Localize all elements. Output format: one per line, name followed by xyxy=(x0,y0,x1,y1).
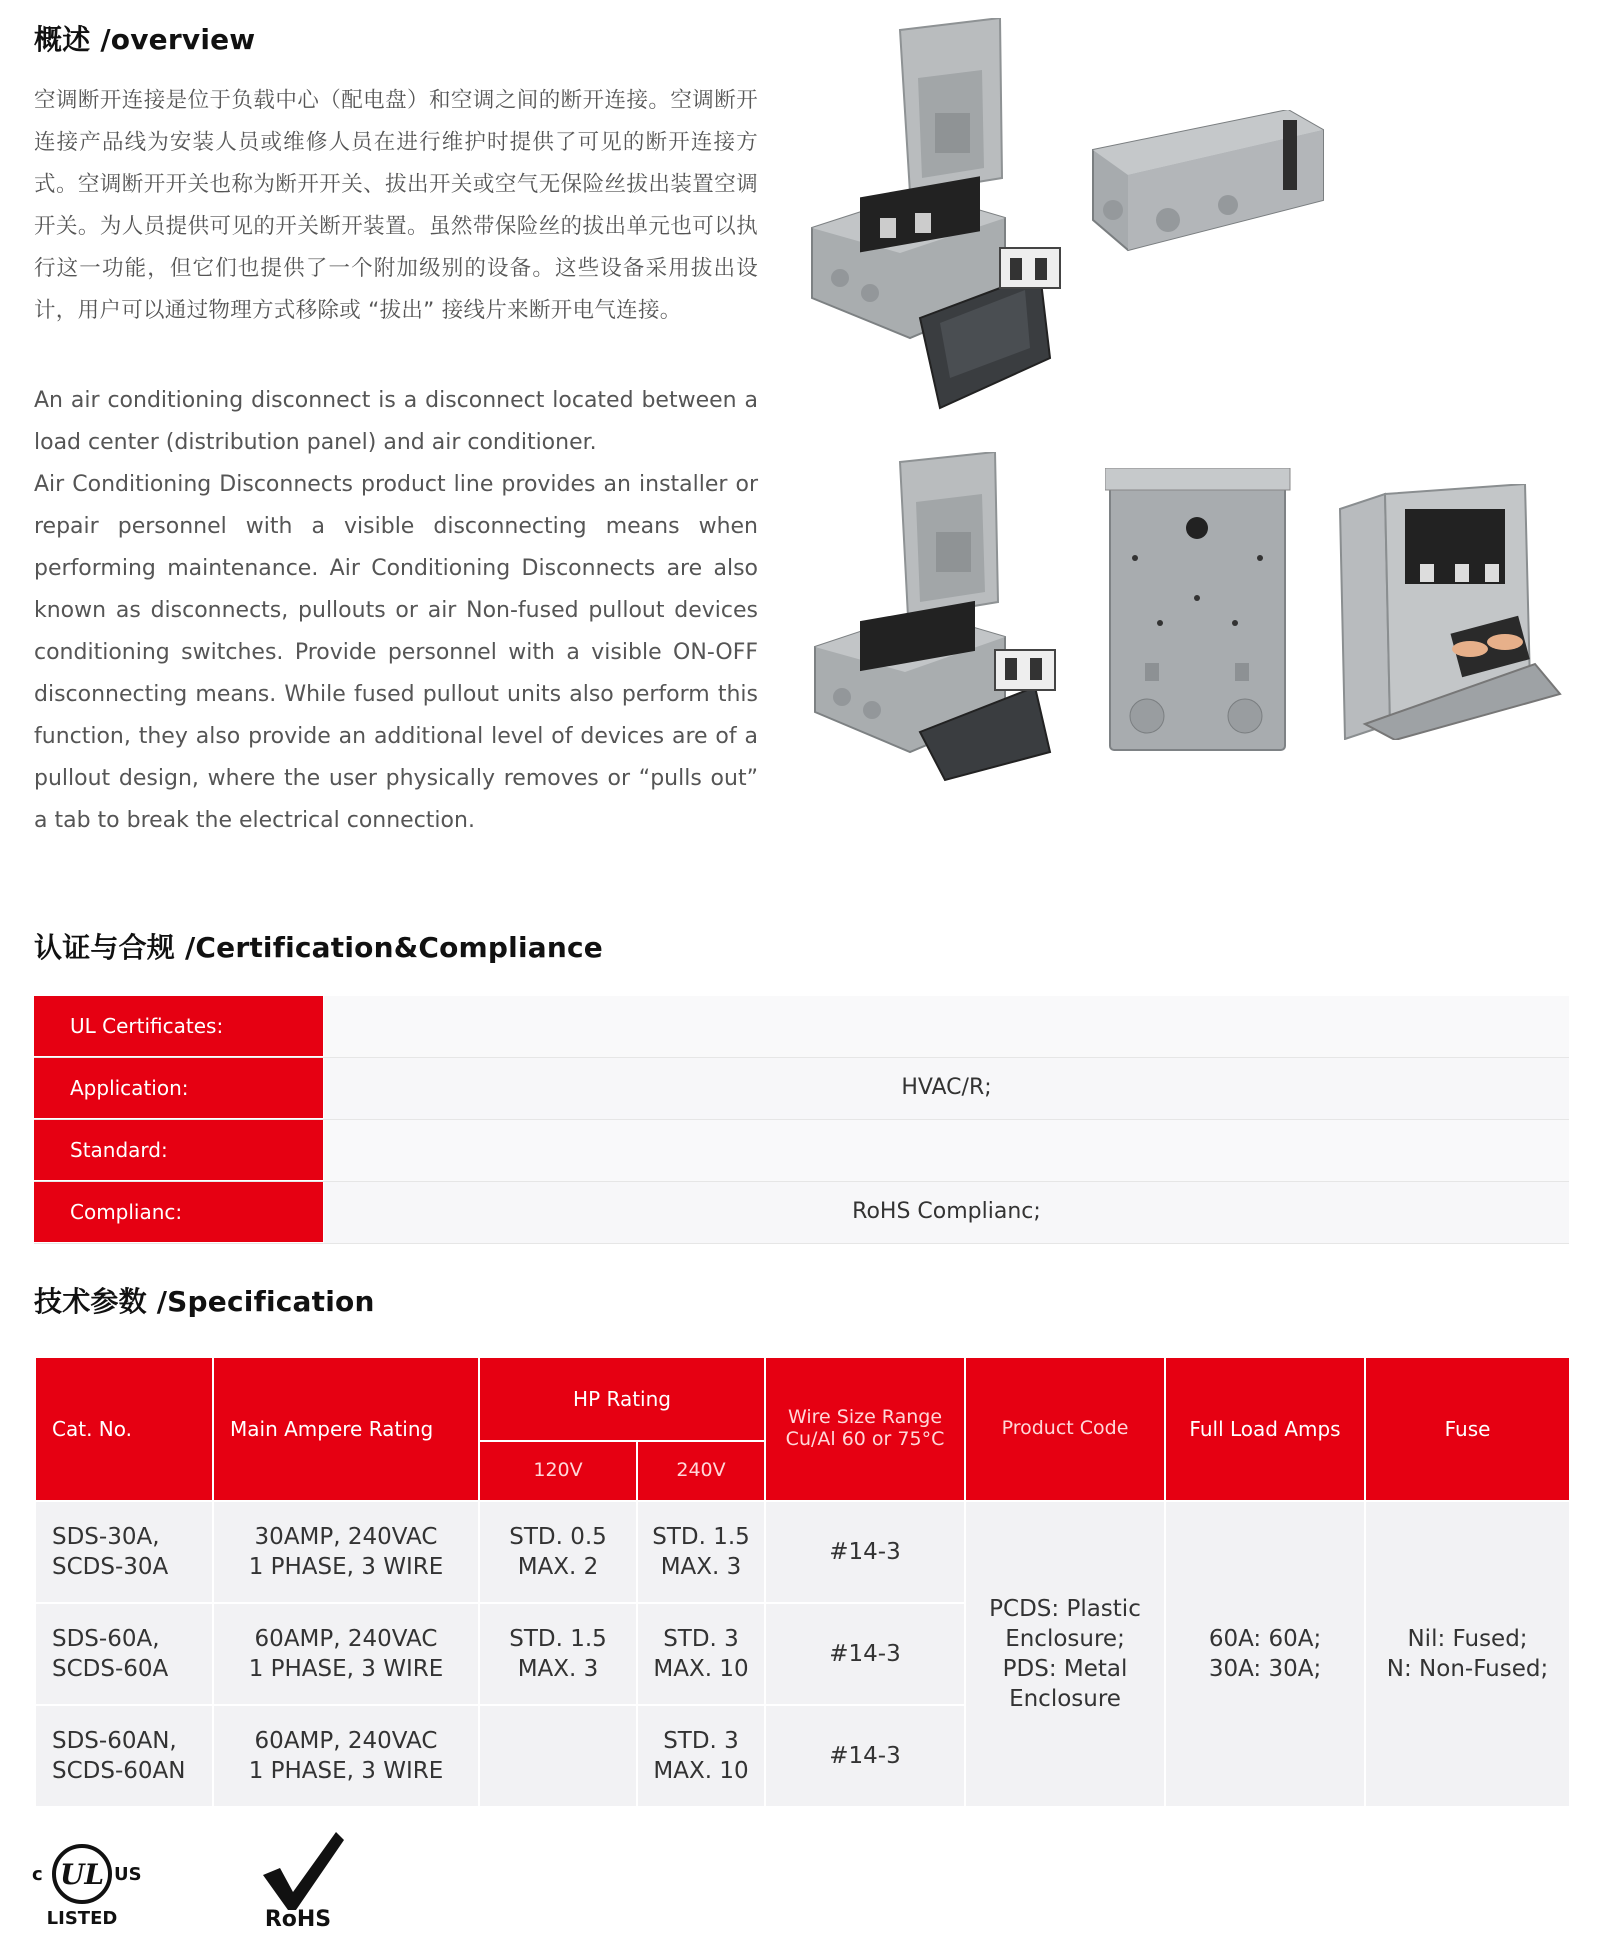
rohs-logo xyxy=(258,1830,348,1930)
cat-line: SDS-60A, xyxy=(52,1626,160,1652)
cell-product-code xyxy=(965,1501,1165,1807)
hp-line: STD. 3 xyxy=(663,1728,739,1754)
rohs-text: RoHS xyxy=(264,1907,332,1930)
amp-line: 1 PHASE, 3 WIRE xyxy=(248,1758,444,1784)
hp-line: STD. 1.5 xyxy=(652,1524,750,1550)
cert-row-standard xyxy=(34,1120,1569,1182)
cert-row-application xyxy=(34,1058,1569,1120)
hp-line: STD. 0.5 xyxy=(509,1524,607,1550)
fused-disconnect-box-image xyxy=(1335,484,1575,740)
header-wire-size xyxy=(765,1357,965,1501)
ul-listed-logo xyxy=(30,1838,150,1928)
amp-line: 30AMP, 240VAC xyxy=(254,1524,438,1550)
hp-line: MAX. 3 xyxy=(660,1554,742,1580)
fuse-line: N: Non-Fused; xyxy=(1386,1656,1549,1682)
product-code-line: Enclosure xyxy=(1009,1686,1121,1712)
open-disconnect-box-image xyxy=(800,18,1090,428)
cat-line: SCDS-30A xyxy=(52,1554,169,1580)
overview-english-para-1: An air conditioning disconnect is a disconnect located between a load center (distribution panel) and air conditioner. xyxy=(34,388,758,455)
hp-line: MAX. 10 xyxy=(653,1656,749,1682)
overview-title: 概述 /overview xyxy=(34,23,256,56)
amp-line: 1 PHASE, 3 WIRE xyxy=(248,1554,444,1580)
product-code-line: PCDS: Plastic xyxy=(989,1596,1141,1622)
amp-line: 60AMP, 240VAC xyxy=(254,1728,438,1754)
certification-title: 认证与合规 /Certification&Compliance xyxy=(34,931,603,964)
cert-value: HVAC/R; xyxy=(324,1058,1569,1119)
spec-header-row xyxy=(35,1357,1570,1441)
header-cat-no: Cat. No. xyxy=(35,1357,213,1501)
open-disconnect-box-image-2 xyxy=(810,452,1082,782)
ul-us-mark: US xyxy=(114,1864,142,1885)
cell-cat-no xyxy=(35,1501,213,1603)
overview-chinese-text: 空调断开连接是位于负载中心（配电盘）和空调之间的断开连接。空调断开连接产品线为安装人员或维修人员在进行维护时提供了可见的断开连接方式。空调断开开关也称为断开开关、拔出开关或空气无保险丝拔出装置空调开关。为人员提供可见的开关断开装置。虽然带保险丝的拔出单元也可以执行这一功能，但它们也提供了一个附加级别的设备。这些设备采用拔出设计，用户可以通过物理方式移除或 “拔出” 接线片来断开电气连接。 xyxy=(34,88,758,323)
cert-value xyxy=(324,1120,1569,1181)
ul-c-mark: c xyxy=(32,1864,43,1885)
cell-cat-no xyxy=(35,1705,213,1807)
ul-mark: UL xyxy=(59,1858,105,1891)
certification-table xyxy=(34,996,1569,1244)
product-code-line: Enclosure; xyxy=(1005,1626,1125,1652)
header-wire-size-line1: Wire Size Range xyxy=(787,1406,943,1429)
cert-row-compliance xyxy=(34,1182,1569,1244)
header-hp-rating: HP Rating xyxy=(479,1357,765,1441)
cell-main-ampere xyxy=(213,1603,479,1705)
disconnect-box-back-image xyxy=(1105,468,1295,753)
cat-line: SDS-30A, xyxy=(52,1524,160,1550)
cell-hp-240 xyxy=(637,1705,765,1807)
cat-line: SCDS-60A xyxy=(52,1656,169,1682)
cell-hp-240 xyxy=(637,1603,765,1705)
header-fuse: Fuse xyxy=(1365,1357,1570,1501)
hp-line: MAX. 2 xyxy=(517,1554,599,1580)
cell-full-load xyxy=(1165,1501,1365,1807)
cert-label: Application: xyxy=(34,1058,323,1118)
header-full-load: Full Load Amps xyxy=(1165,1357,1365,1501)
cell-cat-no xyxy=(35,1603,213,1705)
cert-row-ul xyxy=(34,996,1569,1058)
header-main-ampere: Main Ampere Rating xyxy=(213,1357,479,1501)
header-wire-size-line2: Cu/Al 60 or 75°C xyxy=(785,1428,945,1450)
cat-line: SCDS-60AN xyxy=(52,1758,186,1784)
cell-main-ampere xyxy=(213,1705,479,1807)
specification-title: 技术参数 /Specification xyxy=(34,1285,375,1318)
hp-line: STD. 1.5 xyxy=(509,1626,607,1652)
fuse-line: Nil: Fused; xyxy=(1407,1626,1528,1652)
hp-line: STD. 3 xyxy=(663,1626,739,1652)
overview-english-para-2: Air Conditioning Disconnects product line provides an installer or repair personnel with a visible disconnecting means when performing maintenance. Air Conditioning Disconnects are also known as disconnects, pullouts or air Non-fused pullout devices conditioning switches. Provide personnel with a visible ON-OFF disconnecting means. While fused pullout units also perform this function, they also provide an additional level of devices are of a pullout design, where the user physically removes or “pulls out” a tab to break the electrical connection. xyxy=(34,472,758,833)
cell-hp-120 xyxy=(479,1705,637,1807)
cat-line: SDS-60AN, xyxy=(52,1728,177,1754)
cell-wire-size: #14-3 xyxy=(765,1705,965,1807)
cert-label: UL Certificates: xyxy=(34,996,323,1056)
header-hp-120v: 120V xyxy=(479,1441,637,1501)
checkmark-icon xyxy=(263,1832,344,1910)
amp-line: 60AMP, 240VAC xyxy=(254,1626,438,1652)
cell-wire-size: #14-3 xyxy=(765,1603,965,1705)
table-row xyxy=(35,1501,1570,1603)
full-load-line: 30A: 30A; xyxy=(1208,1656,1322,1682)
cert-label: Standard: xyxy=(34,1120,323,1180)
header-product-code: Product Code xyxy=(965,1357,1165,1501)
hp-line: MAX. 10 xyxy=(653,1758,749,1784)
cell-hp-120 xyxy=(479,1501,637,1603)
cell-wire-size: #14-3 xyxy=(765,1501,965,1603)
cert-value: RoHS Complianc; xyxy=(324,1182,1569,1243)
amp-line: 1 PHASE, 3 WIRE xyxy=(248,1656,444,1682)
full-load-line: 60A: 60A; xyxy=(1208,1626,1322,1652)
closed-disconnect-box-image xyxy=(1088,110,1328,260)
cell-main-ampere xyxy=(213,1501,479,1603)
cell-fuse xyxy=(1365,1501,1570,1807)
cell-hp-120 xyxy=(479,1603,637,1705)
ul-listed-text: LISTED xyxy=(46,1908,118,1928)
header-hp-240v: 240V xyxy=(637,1441,765,1501)
cert-label: Complianc: xyxy=(34,1182,323,1242)
overview-english-text xyxy=(34,380,758,842)
cert-value xyxy=(324,996,1569,1057)
product-code-line: PDS: Metal xyxy=(1002,1656,1128,1682)
specification-table xyxy=(34,1356,1571,1808)
hp-line: MAX. 3 xyxy=(517,1656,599,1682)
cell-hp-240 xyxy=(637,1501,765,1603)
